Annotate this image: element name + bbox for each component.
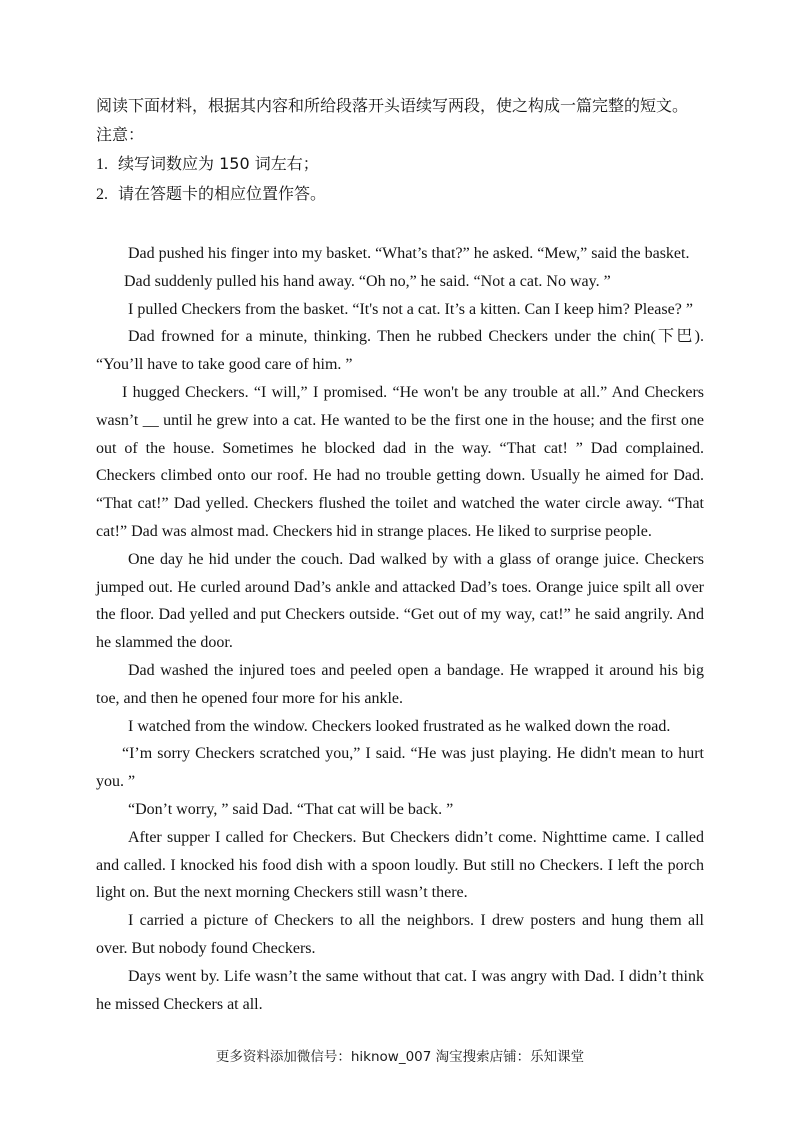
page-footer xyxy=(0,1048,800,1066)
passage-line: jumped out. He curled around Dad’s ankle and attacked Dad’s toes. Orange juice spilt all over xyxy=(96,578,704,596)
passage-line: wasn’t __ until he grew into a cat. He wanted to be the first one in the house; and the first one xyxy=(96,411,704,429)
instructions-intro: 阅读下面材料，根据其内容和所给段落开头语续写两段，使之构成一篇完整的短文。 xyxy=(96,96,689,115)
paragraph xyxy=(96,657,704,713)
item-text: 续写词数应为 150 词左右； xyxy=(118,154,319,173)
passage-line: and called. I knocked his food dish with a spoon loudly. But still no Checkers. I left the porch xyxy=(96,856,704,874)
passage-line: Dad frowned for a minute, thinking. Then he rubbed Checkers under the chin(下巴). xyxy=(128,328,704,346)
paragraph xyxy=(96,296,704,324)
passage-line: over. But nobody found Checkers. xyxy=(96,939,316,957)
story-passage xyxy=(96,240,704,1018)
passage-line: he missed Checkers at all. xyxy=(96,995,263,1013)
paragraph xyxy=(96,824,704,907)
passage-line: Days went by. Life wasn’t the same without that cat. I was angry with Dad. I didn’t think xyxy=(128,967,704,985)
paragraph xyxy=(96,963,704,1019)
passage-line: light on. But the next morning Checkers still wasn’t there. xyxy=(96,884,468,902)
paragraph xyxy=(96,546,704,657)
passage-line: One day he hid under the couch. Dad walked by with a glass of orange juice. Checkers xyxy=(128,550,704,568)
passage-line: I hugged Checkers. “I will,” I promised. “He won't be any trouble at all.” And Checkers xyxy=(122,383,704,401)
paragraph xyxy=(96,268,704,296)
passage-line: I pulled Checkers from the basket. “It's not a cat. It’s a kitten. Can I keep him? Please? ” xyxy=(128,300,693,318)
passage-line: Dad pushed his finger into my basket. “What’s that?” he asked. “Mew,” said the basket. xyxy=(128,245,690,262)
passage-line: “I’m sorry Checkers scratched you,” I said. “He was just playing. He didn't mean to hurt xyxy=(122,745,704,763)
paragraph xyxy=(96,240,704,268)
footer-text: 更多资料添加微信号：hiknow_007 淘宝搜索店铺：乐知课堂 xyxy=(215,1049,585,1065)
passage-line: Checkers climbed onto our roof. He had no trouble getting down. Usually he aimed for Dad. xyxy=(96,467,704,485)
passage-line: “That cat!” Dad yelled. Checkers flushed the toilet and watched the water circle away. “That xyxy=(96,495,704,513)
instruction-item xyxy=(96,179,736,209)
passage-line: he slammed the door. xyxy=(96,634,233,652)
note-label: 注意： xyxy=(96,125,145,144)
paragraph xyxy=(96,713,704,741)
passage-line: Dad suddenly pulled his hand away. “Oh no,” he said. “Not a cat. No way. ” xyxy=(124,272,611,290)
passage-line: Dad washed the injured toes and peeled open a bandage. He wrapped it around his big xyxy=(128,661,704,679)
passage-line: I carried a picture of Checkers to all the neighbors. I drew posters and hung them all xyxy=(128,912,704,930)
paragraph xyxy=(96,379,704,546)
passage-line: cat!” Dad was almost mad. Checkers hid in strange places. He liked to surprise people. xyxy=(96,522,652,540)
passage-line: I watched from the window. Checkers looked frustrated as he walked down the road. xyxy=(128,717,671,735)
paragraph xyxy=(96,323,704,379)
passage-line: “Don’t worry, ” said Dad. “That cat will be back. ” xyxy=(128,800,454,818)
passage-line: out of the house. Sometimes he blocked dad in the way. “That cat! ” Dad complained. xyxy=(96,439,704,457)
passage-line: toe, and then he opened four more for his ankle. xyxy=(96,689,404,707)
passage-line: After supper I called for Checkers. But Checkers didn’t come. Nighttime came. I called xyxy=(128,828,704,846)
paragraph xyxy=(96,740,704,796)
instruction-item xyxy=(96,149,736,179)
item-number: 2. xyxy=(96,186,108,203)
passage-line: you. ” xyxy=(96,773,136,791)
instructions xyxy=(96,91,736,209)
paragraph xyxy=(96,796,704,824)
paragraph xyxy=(96,907,704,963)
item-number: 1. xyxy=(96,156,108,173)
passage-line: “You’ll have to take good care of him. ” xyxy=(96,356,353,374)
passage-line: the floor. Dad yelled and put Checkers outside. “Get out of my way, cat!” he said angrily. And xyxy=(96,606,704,624)
item-text: 请在答题卡的相应位置作答。 xyxy=(118,184,327,203)
